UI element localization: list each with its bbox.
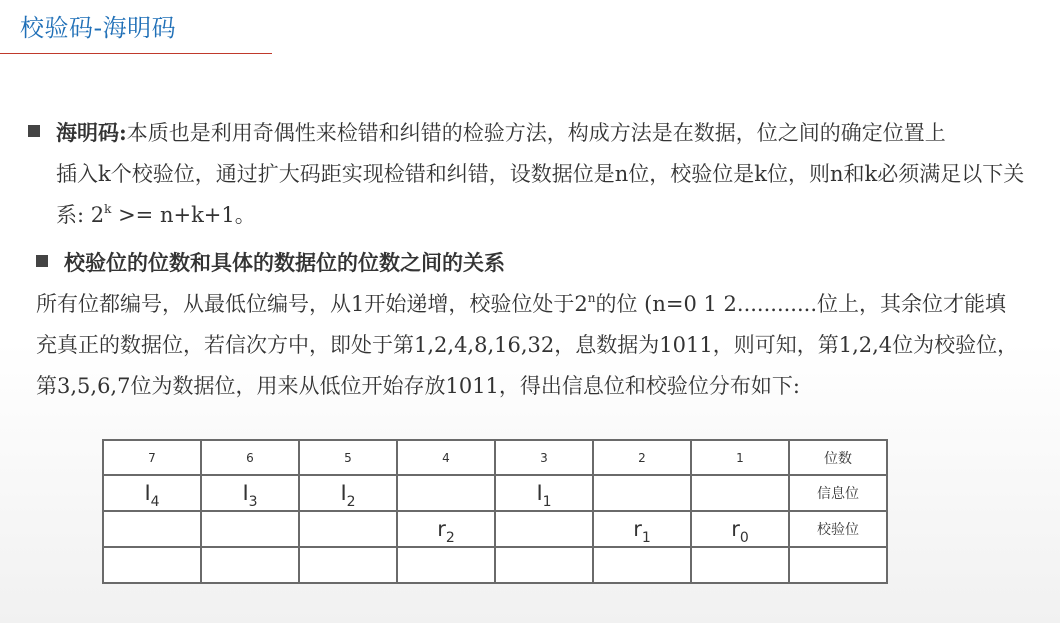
bullet-icon — [36, 255, 48, 267]
table-cell — [103, 511, 201, 547]
bit-subscript: 3 — [248, 494, 258, 510]
body-text-2: 的位 (n=0 1 2............位上，其余位才能填充真正的数据位，若信次方中，即处于第1,2,4,8,16,32，息数据为1011，则可知，第1,2,4位为校验位，第3,5,6,7位为数据位，用来从低位开始存放1011，得出信息位和校验位分布如下: — [36, 292, 1019, 398]
table-cell — [397, 547, 495, 583]
body-text-1: 所有位都编号，从最低位编号，从1开始递增，校验位处于2 — [36, 292, 588, 316]
bit-symbol: r — [633, 517, 642, 541]
section-body — [36, 284, 1026, 407]
section-heading — [36, 250, 505, 275]
table-cell — [495, 475, 593, 511]
hamming-definition-paragraph — [28, 112, 1028, 236]
table-header-row — [103, 440, 887, 475]
bit-position-cell: 1 — [691, 440, 789, 475]
table-cell — [299, 511, 397, 547]
bit-position-cell: 7 — [103, 440, 201, 475]
bit-position-cell: 2 — [593, 440, 691, 475]
table-cell — [691, 511, 789, 547]
bit-subscript: 4 — [150, 494, 160, 510]
bit-symbol: I — [340, 481, 347, 505]
table-cell — [691, 547, 789, 583]
table-cell — [201, 475, 299, 511]
bit-subscript: 2 — [346, 494, 356, 510]
definition-first-line — [28, 112, 1028, 154]
table-cell — [593, 475, 691, 511]
bit-position-cell: 6 — [201, 440, 299, 475]
section-heading-text: 校验位的位数和具体的数据位的位数之间的关系 — [64, 250, 505, 275]
bit-subscript: 1 — [641, 530, 651, 546]
superscript-n: n — [587, 291, 596, 305]
table-cell — [397, 511, 495, 547]
bullet-icon — [28, 125, 40, 137]
title-underline — [0, 53, 272, 54]
page-title: 校验码-海明码 — [20, 14, 177, 42]
table-cell — [593, 511, 691, 547]
bit-subscript: 1 — [542, 494, 552, 510]
empty-row — [103, 547, 887, 583]
row-label-cell: 信息位 — [789, 475, 887, 511]
bit-position-cell: 5 — [299, 440, 397, 475]
table-cell — [397, 475, 495, 511]
table-cell — [103, 475, 201, 511]
table-cell — [691, 475, 789, 511]
row-label-cell: 校验位 — [789, 511, 887, 547]
bit-symbol: r — [731, 517, 740, 541]
bit-symbol: r — [437, 517, 446, 541]
header-label-cell: 位数 — [789, 440, 887, 475]
bit-symbol: I — [242, 481, 249, 505]
table-cell — [593, 547, 691, 583]
bit-symbol: I — [536, 481, 543, 505]
definition-text-1: 本质也是利用奇偶性来检错和纠错的检验方法，构成方法是在数据，位之间的确定位置上 — [126, 121, 946, 145]
table-cell — [201, 547, 299, 583]
bit-symbol: I — [144, 481, 151, 505]
check-bit-row — [103, 511, 887, 547]
bit-subscript: 2 — [445, 530, 455, 546]
table-cell — [495, 547, 593, 583]
relationship-section — [36, 242, 1026, 407]
table-cell — [103, 547, 201, 583]
table-cell — [299, 475, 397, 511]
definition-rest — [28, 154, 1028, 236]
table-cell — [495, 511, 593, 547]
superscript-k: k — [104, 202, 112, 216]
table-cell — [299, 547, 397, 583]
table-cell — [789, 547, 887, 583]
definition-text-3: >= n+k+1。 — [111, 203, 256, 227]
info-bit-row — [103, 475, 887, 511]
table-cell — [201, 511, 299, 547]
bit-position-cell: 3 — [495, 440, 593, 475]
definition-text-2: 插入k个校验位，通过扩大码距实现检错和纠错，设数据位是n位，校验位是k位，则n和k必须满足以下关系: 2 — [56, 162, 1025, 227]
bit-position-cell: 4 — [397, 440, 495, 475]
bit-subscript: 0 — [739, 530, 749, 546]
hamming-term: 海明码: — [56, 120, 127, 145]
bit-layout-table — [102, 439, 888, 584]
